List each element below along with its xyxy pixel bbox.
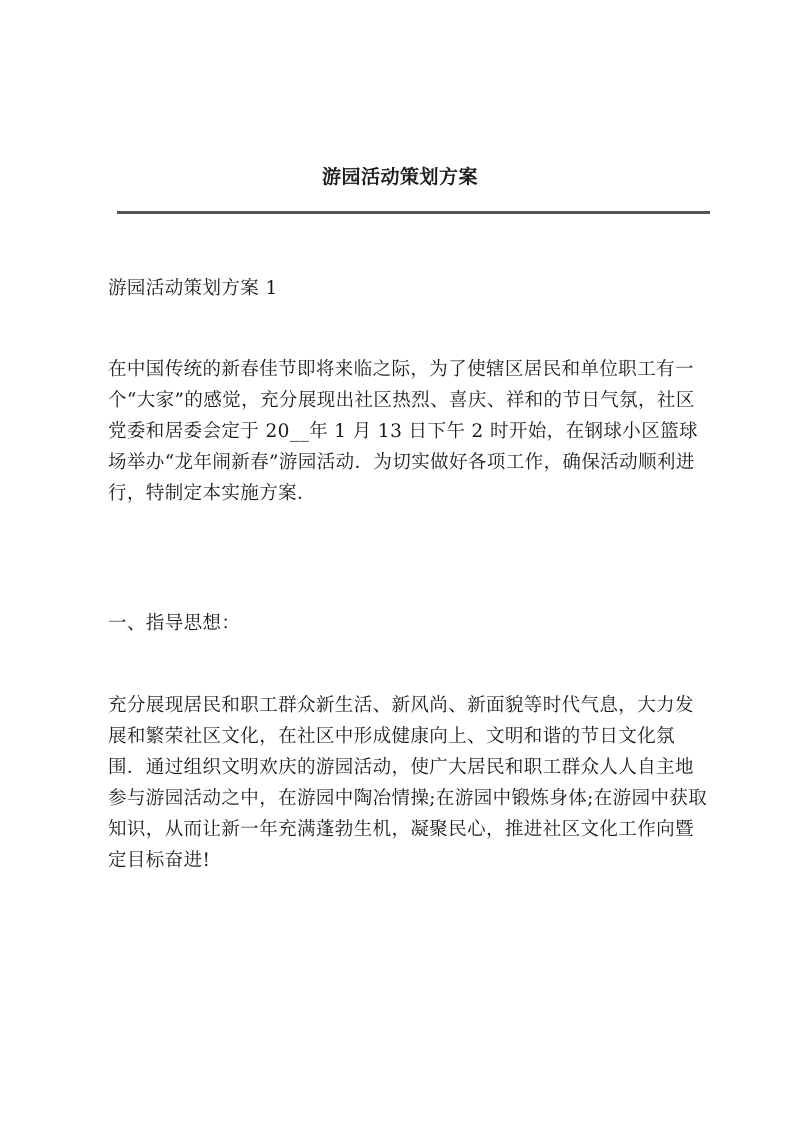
guiding-principle-paragraph: 充分展现居民和职工群众新生活、新风尚、新面貌等时代气息，大力发展和繁荣社区文化，在社区中形成健康向上、文明和谐的节日文化氛围．通过组织文明欢庆的游园活动，使广大居民和职工群众人人自主地参与游园活动之中，在游园中陶冶情操;在游园中锻炼身体;在游园中获取知识，从而让新一年充满蓬勃生机，凝聚民心，推进社区文化工作向暨定目标奋进!: [108, 695, 708, 871]
intro-paragraph: 在中国传统的新春佳节即将来临之际，为了使辖区居民和单位职工有一个“大家”的感觉，充分展现出社区热烈、喜庆、祥和的节日气氛，社区党委和居委会定于 20__年 1 月 13 日下午 2 时开始，在钢球小区篮球场举办“龙年闹新春”游园活动．为切实做好各项工作，确保活动顺利进行，特制定本实施方案．: [108, 359, 698, 504]
document-subtitle: 游园活动策划方案 1: [108, 278, 278, 299]
document-title: 游园活动策划方案: [321, 166, 478, 188]
title-underline-divider: [117, 211, 710, 214]
section-heading-guiding-principle: 一、指导思想：: [108, 613, 241, 634]
